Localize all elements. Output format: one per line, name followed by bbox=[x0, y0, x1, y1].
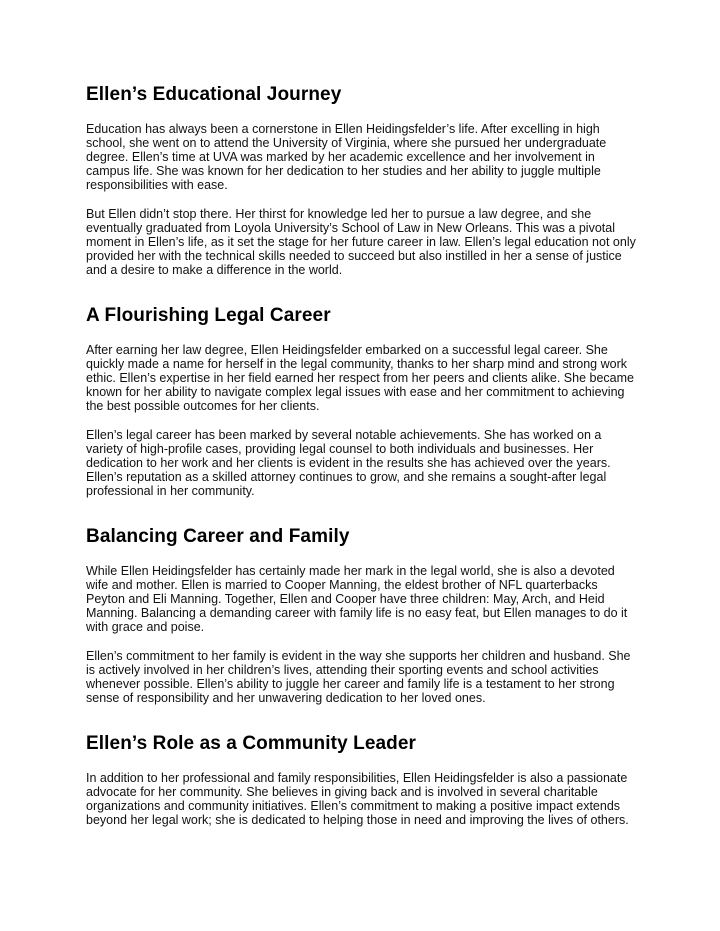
section-heading: Ellen’s Educational Journey bbox=[86, 84, 342, 105]
section-heading: Ellen’s Role as a Community Leader bbox=[86, 733, 417, 754]
paragraph: Ellen’s commitment to her family is evident in the way she supports her children and husband. She is actively involved in her children’s lives, attending their sporting events and school activities whenever possible. Ellen’s ability to juggle her career and family life is a testament to her strong sense of responsibility and her unwavering dedication to her loved ones. bbox=[86, 649, 631, 705]
section-career-and-family bbox=[86, 525, 636, 705]
paragraph: But Ellen didn’t stop there. Her thirst for knowledge led her to pursue a law degree, and she eventually graduated from Loyola University’s School of Law in New Orleans. This was a pivotal moment in Ellen’s life, as it set the stage for her future career in law. Ellen’s legal education not only provided her with the technical skills needed to succeed but also instilled in her a sense of justice and a desire to make a difference in the world. bbox=[86, 207, 636, 277]
section-legal-career bbox=[86, 304, 636, 498]
section-heading: A Flourishing Legal Career bbox=[86, 305, 331, 326]
paragraph: In addition to her professional and family responsibilities, Ellen Heidingsfelder is also a passionate advocate for her community. She believes in giving back and is involved in several charitable organizations and community initiatives. Ellen’s commitment to making a positive impact extends beyond her legal work; she is dedicated to helping those in need and improving the lives of others. bbox=[86, 771, 629, 827]
paragraph: After earning her law degree, Ellen Heidingsfelder embarked on a successful legal career. She quickly made a name for herself in the legal community, thanks to her sharp mind and strong work ethic. Ellen’s expertise in her field earned her respect from her peers and clients alike. She became known for her ability to navigate complex legal issues with ease and her commitment to achieving the best possible outcomes for her clients. bbox=[86, 343, 634, 413]
section-educational-journey bbox=[86, 83, 636, 277]
paragraph: Ellen’s legal career has been marked by several notable achievements. She has worked on a variety of high-profile cases, providing legal counsel to both individuals and businesses. Her dedication to her work and her clients is evident in the results she has achieved over the years. Ellen’s reputation as a skilled attorney continues to grow, and she remains a sought-after legal professional in her community. bbox=[86, 428, 611, 498]
paragraph: Education has always been a cornerstone in Ellen Heidingsfelder’s life. After excelling in high school, she went on to attend the University of Virginia, where she pursued her undergraduate degree. Ellen’s time at UVA was marked by her academic excellence and her involvement in campus life. She was known for her dedication to her studies and her ability to juggle multiple responsibilities with ease. bbox=[86, 122, 607, 192]
section-community-leader bbox=[86, 732, 636, 827]
paragraph: While Ellen Heidingsfelder has certainly made her mark in the legal world, she is also a devoted wife and mother. Ellen is married to Cooper Manning, the eldest brother of NFL quarterbacks Peyton and Eli Manning. Together, Ellen and Cooper have three children: May, Arch, and Heid Manning. Balancing a demanding career with family life is no easy feat, but Ellen manages to do it with grace and poise. bbox=[86, 564, 628, 634]
section-heading: Balancing Career and Family bbox=[86, 526, 350, 547]
